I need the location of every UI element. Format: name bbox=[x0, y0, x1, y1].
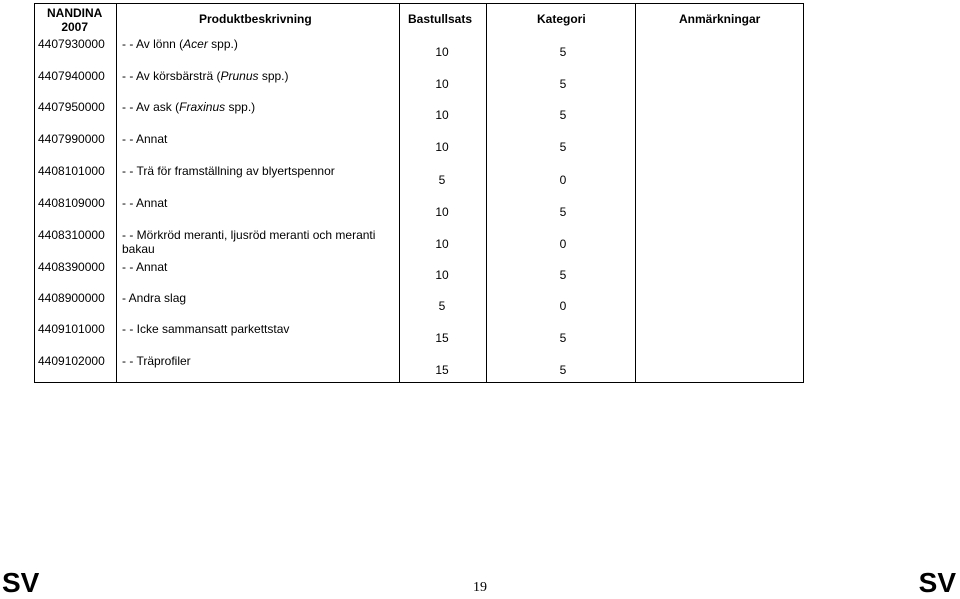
row-description-text: - - Trä för framställning av blyertspennor bbox=[122, 164, 335, 178]
row-code: 4407930000 bbox=[38, 37, 105, 51]
row-description-species: Fraxinus bbox=[179, 100, 226, 114]
row-description bbox=[122, 260, 390, 274]
row-description bbox=[122, 69, 390, 83]
row-description-suffix: spp.) bbox=[258, 69, 289, 83]
row-code: 4407940000 bbox=[38, 69, 105, 83]
row-description-text: - - Av lönn ( bbox=[122, 37, 184, 51]
header-code bbox=[47, 6, 102, 34]
row-description-text: - - Annat bbox=[122, 260, 168, 274]
row-code: 4408900000 bbox=[38, 291, 105, 305]
row-base-rate: 10 bbox=[435, 205, 449, 219]
row-description-suffix: spp.) bbox=[225, 100, 256, 114]
row-description-text: - - Annat bbox=[122, 196, 168, 210]
column-divider bbox=[635, 4, 636, 382]
row-description-species: Prunus bbox=[220, 69, 259, 83]
row-category: 0 bbox=[559, 299, 567, 313]
header-code-line2: 2007 bbox=[61, 20, 89, 34]
row-base-rate: 10 bbox=[435, 237, 449, 251]
row-description bbox=[122, 196, 390, 210]
tariff-table bbox=[34, 3, 804, 383]
row-code: 4408390000 bbox=[38, 260, 105, 274]
row-description bbox=[122, 291, 390, 305]
footer-left-label: SV bbox=[2, 567, 40, 598]
row-base-rate: 10 bbox=[435, 108, 449, 122]
row-description-text: - - Av körsbärsträ ( bbox=[122, 69, 221, 83]
row-category: 5 bbox=[559, 205, 567, 219]
row-base-rate: 15 bbox=[435, 363, 449, 377]
row-description-text: - Andra slag bbox=[122, 291, 187, 305]
row-category: 5 bbox=[559, 140, 567, 154]
row-description-suffix: spp.) bbox=[207, 37, 238, 51]
header-remarks: Anmärkningar bbox=[679, 12, 761, 26]
column-divider bbox=[116, 4, 117, 382]
row-description bbox=[122, 164, 390, 178]
row-code: 4408109000 bbox=[38, 196, 105, 210]
row-description bbox=[122, 322, 390, 336]
footer-right-label: SV bbox=[918, 567, 956, 598]
header-base-rate: Bastullsats bbox=[408, 12, 473, 26]
row-category: 5 bbox=[559, 45, 567, 59]
row-description-text: - - Annat bbox=[122, 132, 168, 146]
row-code: 4409102000 bbox=[38, 354, 105, 368]
row-description-text: - - Icke sammansatt parkettstav bbox=[122, 322, 290, 336]
header-category: Kategori bbox=[537, 12, 586, 26]
row-description bbox=[122, 228, 390, 256]
row-category: 5 bbox=[559, 77, 567, 91]
row-category: 0 bbox=[559, 173, 567, 187]
row-code: 4407950000 bbox=[38, 100, 105, 114]
row-base-rate: 5 bbox=[438, 299, 446, 313]
row-category: 5 bbox=[559, 331, 567, 345]
row-description-text: - - Av ask ( bbox=[122, 100, 180, 114]
row-code: 4408101000 bbox=[38, 164, 105, 178]
row-base-rate: 10 bbox=[435, 77, 449, 91]
row-code: 4409101000 bbox=[38, 322, 105, 336]
row-base-rate: 10 bbox=[435, 268, 449, 282]
row-description bbox=[122, 100, 390, 114]
header-code-line1: NANDINA bbox=[47, 6, 103, 20]
row-code: 4408310000 bbox=[38, 228, 105, 242]
row-description bbox=[122, 354, 390, 368]
row-base-rate: 10 bbox=[435, 45, 449, 59]
row-code: 4407990000 bbox=[38, 132, 105, 146]
row-description-species: Acer bbox=[183, 37, 208, 51]
row-category: 5 bbox=[559, 108, 567, 122]
row-base-rate: 10 bbox=[435, 140, 449, 154]
row-category: 0 bbox=[559, 237, 567, 251]
row-description-text: - - Träprofiler bbox=[122, 354, 191, 368]
column-divider bbox=[486, 4, 487, 382]
header-description: Produktbeskrivning bbox=[199, 12, 312, 26]
row-base-rate: 5 bbox=[438, 173, 446, 187]
row-base-rate: 15 bbox=[435, 331, 449, 345]
row-description-text: - - Mörkröd meranti, ljusröd meranti och meranti bakau bbox=[122, 228, 376, 256]
row-category: 5 bbox=[559, 268, 567, 282]
row-description bbox=[122, 37, 390, 51]
row-category: 5 bbox=[559, 363, 567, 377]
column-divider bbox=[399, 4, 400, 382]
page-number: 19 bbox=[473, 580, 487, 595]
row-description bbox=[122, 132, 390, 146]
